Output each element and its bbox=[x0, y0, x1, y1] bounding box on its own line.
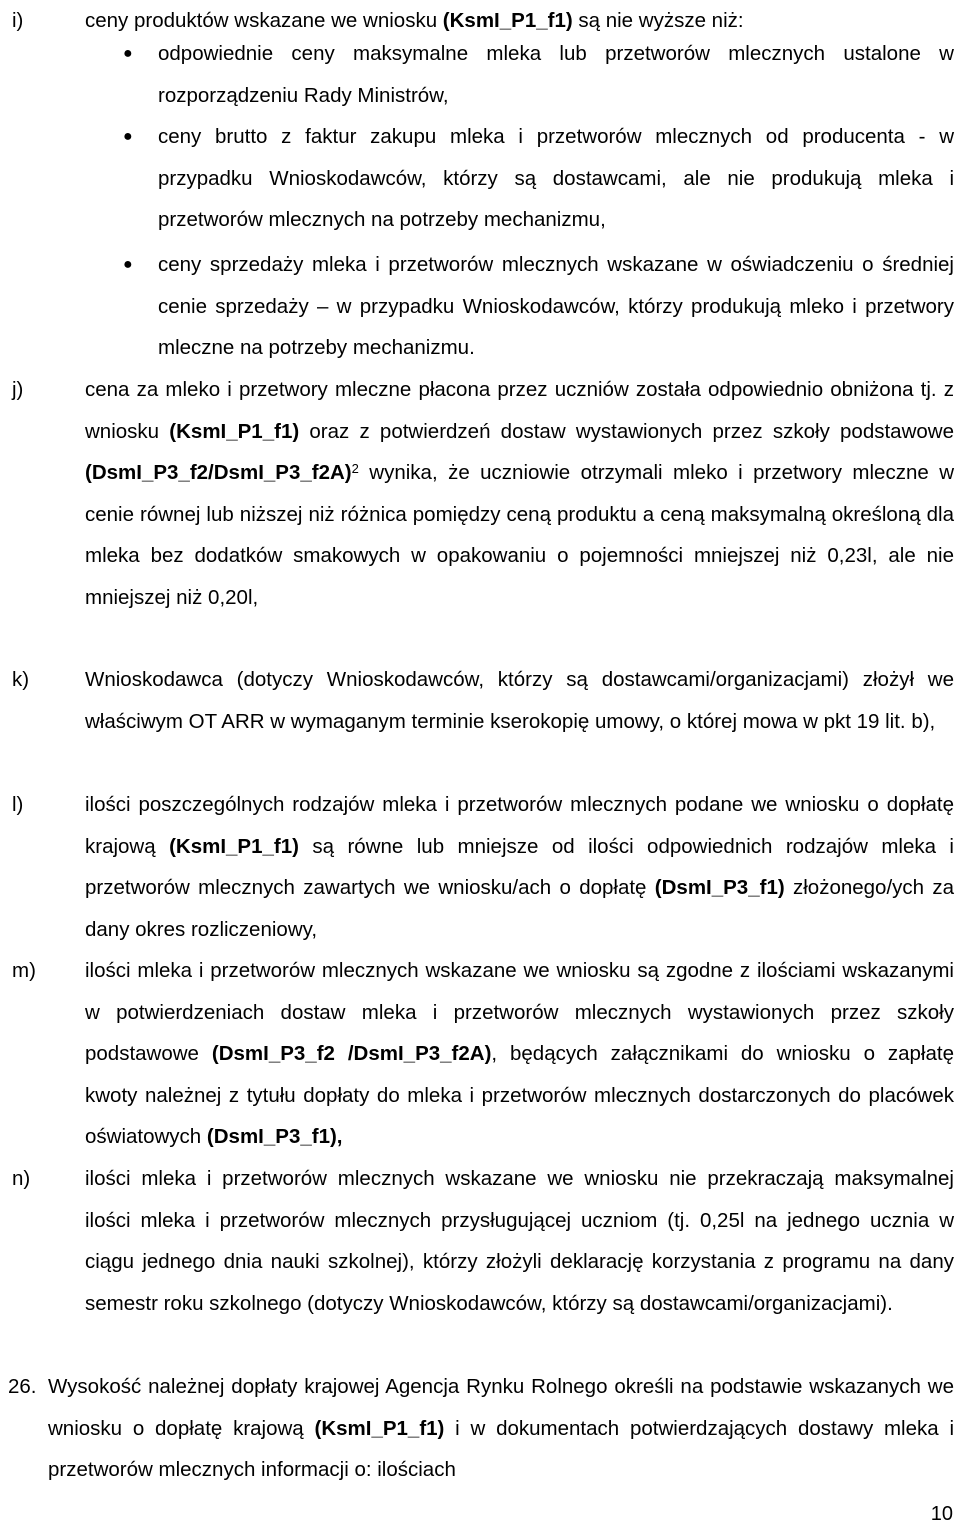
bullet-text: odpowiednie ceny maksymalne mleka lub przetworów mlecznych ustalone w rozporządzeniu Rady Ministrów, bbox=[158, 42, 954, 107]
section-text: Wysokość należnej dopłaty krajowej Agencja Rynku Rolnego określi na podstawie wskazanych we wniosku o dopłatę krajową (KsmI_P1_f1) i w dokumentach potwierdzających dostawy mleka i przetworów mlecznych informacji o: ilościach bbox=[48, 1375, 954, 1481]
bullet-dot-icon: ● bbox=[123, 256, 133, 273]
bullet-text: ceny sprzedaży mleka i przetworów mlecznych wskazane w oświadczeniu o średniej cenie sprzedaży – w przypadku Wnioskodawców, którzy produkują mleko i przetwory mleczne na potrzeby mechanizmu. bbox=[158, 253, 954, 359]
item-marker: k) bbox=[12, 668, 30, 691]
item-text: ceny produktów wskazane we wniosku (KsmI_P1_f1) są nie wyższe niż: bbox=[85, 9, 744, 32]
page-number: 10 bbox=[930, 1503, 953, 1525]
item-text: Wnioskodawca (dotyczy Wnioskodawców, którzy są dostawcami/organizacjami) złożył we właściwym OT ARR w wymaganym terminie kserokopię umowy, o której mowa w pkt 19 lit. b), bbox=[85, 668, 954, 733]
item-marker: n) bbox=[12, 1167, 31, 1190]
item-marker: i) bbox=[12, 9, 24, 32]
section-number: 26. bbox=[8, 1375, 37, 1398]
bullet-dot-icon: ● bbox=[123, 45, 133, 62]
item-marker: l) bbox=[12, 793, 24, 816]
item-text: ilości poszczególnych rodzajów mleka i przetworów mlecznych podane we wniosku o dopłatę krajową (KsmI_P1_f1) są równe lub mniejsze od ilości odpowiednich rodzajów mleka i przetworów mlecznych zawartych we wniosku/ach o dopłatę (DsmI_P3_f1) złożonego/ych za dany okres rozliczeniowy, bbox=[85, 793, 955, 941]
item-marker: m) bbox=[12, 959, 36, 982]
item-marker: j) bbox=[12, 378, 24, 401]
item-text: ilości mleka i przetworów mlecznych wskazane we wniosku nie przekraczają maksymalnej ilości mleka i przetworów mlecznych przysługującej uczniom (tj. 0,25l na jednego ucznia w ciągu jednego dnia nauki szkolnej), którzy złożyli deklarację korzystania z programu na dany semestr roku szkolnego (dotyczy Wnioskodawców, którzy są dostawcami/organizacjami). bbox=[85, 1167, 954, 1315]
item-text: ilości mleka i przetworów mlecznych wskazane we wniosku są zgodne z ilościami wskazanymi w potwierdzeniach dostaw mleka i przetworów mlecznych wystawionych przez szkoły podstawowe (DsmI_P3_f2 /DsmI_P3_f2A), będących załącznikami do wniosku o zapłatę kwoty należnej z tytułu dopłaty do mleka i przetworów mlecznych dostarczonych do placówek oświatowych (DsmI_P3_f1), bbox=[85, 959, 954, 1148]
item-text: cena za mleko i przetwory mleczne płacona przez uczniów została odpowiednio obniżona tj. z wniosku (KsmI_P1_f1) oraz z potwierdzeń dostaw wystawionych przez szkoły podstawowe (DsmI_P3_f2/DsmI_P3_f2A)$^2$ wynika, że uczniowie otrzymali mleko i przetwory mleczne w cenie równej lub niższej niż różnica pomiędzy ceną produktu a ceną maksymalną określoną dla mleka bez dodatków smakowych w opakowaniu o pojemności mniejszej niż 0,23l, ale nie mniejszej niż 0,20l, bbox=[85, 378, 954, 609]
bullet-dot-icon: ● bbox=[123, 128, 133, 145]
bullet-text: ceny brutto z faktur zakupu mleka i przetworów mlecznych od producenta - w przypadku Wnioskodawców, którzy są dostawcami, ale nie produkują mleka i przetworów mlecznych na potrzeby mechanizmu, bbox=[158, 125, 954, 231]
